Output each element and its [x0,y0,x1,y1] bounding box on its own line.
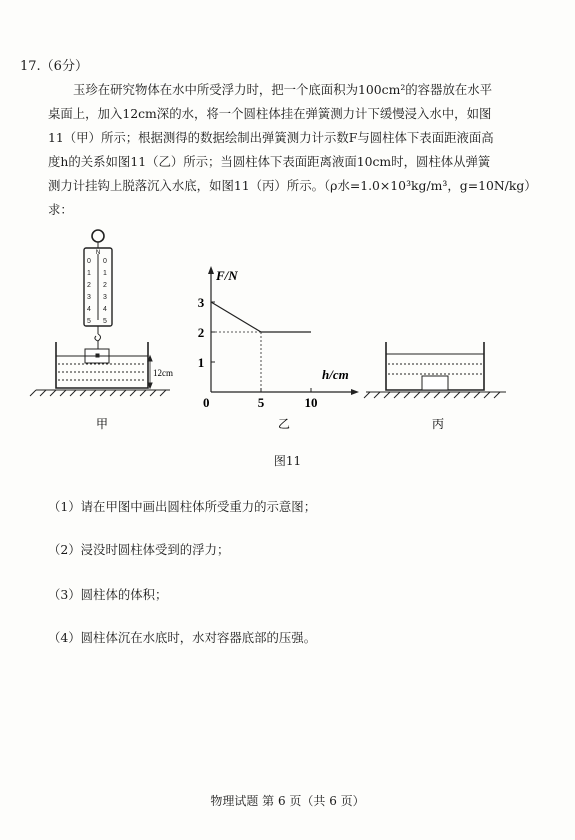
question-stem [48,78,537,222]
y-tick-label: 2 [197,325,205,340]
cylinder-bing [422,376,448,390]
y-axis-label: F/N [216,268,238,283]
x-axis-arrow [351,389,359,395]
x-tick-label: 5 [257,395,265,410]
origin-label: 0 [203,395,210,410]
y-tick-label: 1 [197,355,205,370]
scale-tick-left: 2 [87,282,91,289]
y-axis-arrow [208,266,214,274]
scale-tick-right: 1 [103,270,107,277]
scale-head-label: N [95,250,101,256]
panel-yi-chart [198,266,359,410]
question-number: 17.（6分） [20,59,88,74]
stem-line: 测力计挂钩上脱落沉入水底，如图11（丙）所示。（ρ水=1.0×10³kg/m³，g=10N/kg） [48,178,537,193]
scale-ring [92,230,104,242]
y-tick-label: 3 [197,295,205,310]
scale-tick-left: 0 [87,258,91,265]
panel-label-bing: 丙 [431,417,445,431]
scale-tick-left: 3 [87,294,91,301]
subquestion-3: （3）圆柱体的体积； [48,587,168,602]
scale-tick-right: 4 [103,306,107,313]
scale-tick-labels [87,258,107,325]
x-axis-label: h/cm [322,367,349,382]
panel-label-jia: 甲 [95,417,109,431]
scale-tick-left: 5 [87,318,91,325]
data-line [211,302,311,332]
stem-line: 玉珍在研究物体在水中所受浮力时，把一个底面积为100cm²的容器放在水平 [73,82,493,97]
scale-tick-right: 3 [103,294,107,301]
scale-tick-right: 2 [103,282,107,289]
subquestion-1: （1）请在甲图中画出圆柱体所受重力的示意图； [48,499,317,514]
stem-line: 11（甲）所示；根据测得的数据绘制出弹簧测力计示数F与圆柱体下表面距液面高 [48,130,494,145]
stem-line: 度h的关系如图11（乙）所示；当圆柱体下表面距离液面10cm时，圆柱体从弹簧 [48,154,491,169]
scale-tick-left: 1 [87,270,91,277]
panel-bing-drawing [364,342,506,398]
figure-caption: 图11 [273,454,302,468]
x-tick-label: 10 [304,395,318,410]
panel-label-yi: 乙 [277,417,291,431]
stem-line: 求： [48,202,73,217]
figure-11 [0,220,575,480]
scale-tick-left: 4 [87,306,91,313]
subquestion-2: （2）浸没时圆柱体受到的浮力； [48,542,230,557]
depth-label: 12cm [153,368,173,378]
scale-tick-right: 0 [103,258,107,265]
scale-hook [95,334,101,341]
stem-line: 桌面上，加入12cm深的水，将一个圆柱体挂在弹簧测力计下缓慢浸入水中，如图 [48,106,492,121]
scale-tick-right: 5 [103,318,107,325]
page-footer: 物理试题 第 6 页（共 6 页） [210,794,365,808]
subquestion-4: （4）圆柱体沉在水底时，水对容器底部的压强。 [48,630,317,645]
